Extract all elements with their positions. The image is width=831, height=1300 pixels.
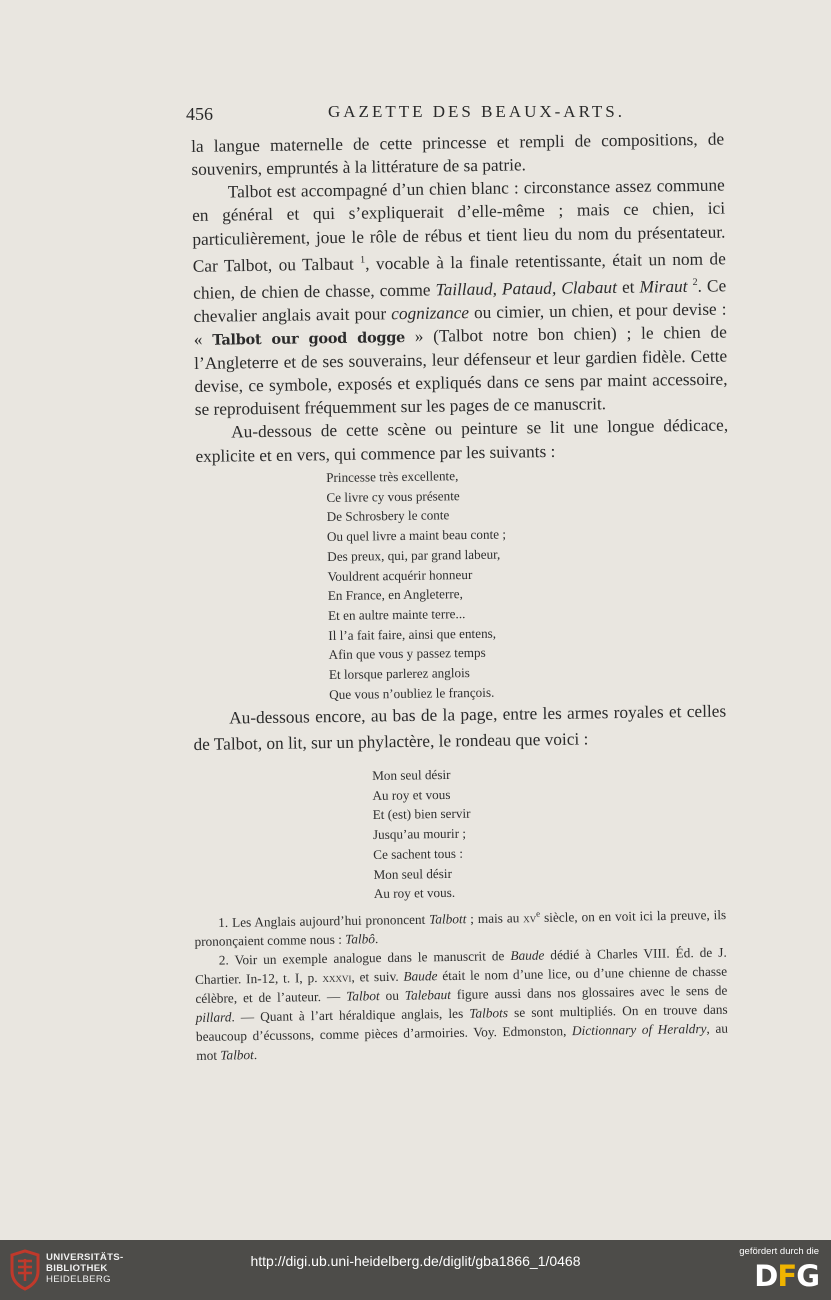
italic-run: Talbot bbox=[220, 1047, 254, 1064]
verse-line: Des preux, qui, par grand labeur, bbox=[327, 546, 501, 564]
dfg-letter: G bbox=[796, 1259, 819, 1293]
verse-line: Ce livre cy vous présente bbox=[326, 487, 460, 505]
text-run: dédié à Charles VIII. Éd. de J. Chartier. In-12, t. I, p. bbox=[194, 945, 727, 988]
library-name-line: BIBLIOTHEK bbox=[46, 1263, 108, 1274]
verse-line: En France, en Angleterre, bbox=[327, 586, 463, 604]
verse-line: Mon seul désir bbox=[372, 766, 451, 783]
verse-line: Au roy et vous. bbox=[373, 885, 456, 902]
italic-run: Talbott bbox=[429, 911, 467, 927]
text-run: , vocable à la finale retentissante, était un nom de chien, de chien de chasse, comme bbox=[193, 249, 726, 303]
rondeau-verse bbox=[372, 765, 472, 904]
main-text bbox=[191, 128, 729, 468]
verse-line: Et (est) bien servir bbox=[372, 806, 471, 823]
italic-run: Taillaud, Pataud, Clabaut bbox=[435, 277, 618, 300]
library-name-line: HEIDELBERG bbox=[46, 1274, 111, 1285]
text-run: , et suiv. bbox=[351, 969, 404, 985]
gothic-motto: Talbot our good dogge bbox=[212, 328, 406, 349]
text-run: ou cimier, un chien, et pour devise : « bbox=[193, 299, 727, 349]
italic-run: Dictionnary of Heraldry bbox=[571, 1021, 707, 1039]
italic-run: pillard bbox=[195, 1009, 232, 1026]
italic-run: Talbô bbox=[345, 931, 376, 948]
text-run: ou bbox=[379, 988, 405, 1004]
italic-run: Talbots bbox=[469, 1005, 509, 1022]
dfg-letter: D bbox=[754, 1259, 778, 1293]
verse-line: Ou quel livre a maint beau conte ; bbox=[326, 526, 507, 545]
text-run: , au mot bbox=[196, 1021, 729, 1064]
page-number: 456 bbox=[186, 104, 213, 124]
small-caps-run: xv bbox=[523, 910, 537, 926]
text-run: était le nom d’une lice, ou d’une chienne de chasse célèbre, et de l’auteur. — bbox=[195, 964, 728, 1007]
text-run: ; mais au bbox=[466, 910, 524, 927]
verse-line: De Schrosbery le conte bbox=[326, 507, 450, 525]
paragraph-3: Au-dessous de cette scène ou peinture se lit une longue dédicace, explicite et en vers, qui commence par les suivants : bbox=[195, 415, 729, 466]
funded-by-label: gefördert durch die bbox=[739, 1246, 819, 1257]
italic-run: cognizance bbox=[391, 302, 470, 323]
text-run: . bbox=[253, 1047, 258, 1063]
verse-line: Afin que vous y passez temps bbox=[328, 645, 486, 663]
italic-run: Talebaut bbox=[404, 987, 452, 1004]
permalink-url[interactable]: http://digi.ub.uni-heidelberg.de/diglit/gba1866_1/0468 bbox=[250, 1253, 581, 1269]
text-run: et bbox=[616, 277, 640, 297]
paragraph-1: la langue maternelle de cette princesse et rempli de compositions, de souvenirs, empruntés à la littérature de sa patrie. bbox=[191, 129, 725, 180]
paragraph-4: Au-dessous encore, au bas de la page, entre les armes royales et celles de Talbot, on lit, sur un phylactère, le rondeau que voici : bbox=[193, 701, 727, 754]
verse-line: Mon seul désir bbox=[373, 865, 452, 882]
verse-line: Il l’a fait faire, ainsi que entens, bbox=[328, 625, 497, 643]
verse-line: Princesse très excellente, bbox=[326, 468, 459, 485]
text-run: siècle, on en voit ici la preuve, ils prononçaient comme nous : bbox=[194, 907, 727, 950]
text-run: . Ce chevalier anglais avait pour bbox=[193, 276, 727, 326]
paragraph-2 bbox=[192, 174, 728, 422]
verse-line: Que vous n’oubliez le françois. bbox=[329, 684, 495, 702]
footer-bar bbox=[0, 1240, 831, 1300]
dfg-logo bbox=[754, 1260, 819, 1292]
verse-line: Ce sachent tous : bbox=[373, 845, 464, 862]
verse-line: Et en aultre mainte terre... bbox=[327, 605, 466, 623]
text-run: . — Quant à l’art héraldique anglais, les bbox=[231, 1006, 470, 1025]
small-caps-run: xxxvi bbox=[322, 969, 352, 986]
footnote-2 bbox=[195, 943, 729, 1065]
text-run: Talbot est accompagné d’un chien blanc : circonstance assez commune en général et qui s’expliquerait d’elle-même ; mais ce chien, ici particulièrement, joue le rôle de rébus et tient lieu du nom du présentateur. Car Talbot, ou Talbaut bbox=[191, 175, 726, 276]
verse-line: Au roy et vous bbox=[372, 786, 451, 803]
verse-line: Et lorsque parlerez anglois bbox=[328, 665, 470, 683]
text-run: se sont multipliés. On en trouve dans beaucoup d’écussons, comme pièces d’armoiries. Voy. Edmonston, bbox=[195, 1002, 728, 1045]
italic-run: Baude bbox=[510, 947, 545, 964]
journal-title: GAZETTE DES BEAUX-ARTS. bbox=[328, 102, 625, 121]
text-run: 2. Voir un exemple analogue dans le manuscrit de bbox=[218, 948, 511, 969]
verse-line: Vouldrent acquérir honneur bbox=[327, 566, 473, 584]
footnote-ref-1: 1 bbox=[360, 254, 366, 266]
text-run: figure aussi dans nos glossaires avec le sens de bbox=[450, 983, 728, 1003]
running-head bbox=[0, 100, 831, 130]
superscript: e bbox=[536, 908, 541, 919]
text-run: . bbox=[374, 931, 379, 947]
verse-line: Jusqu’au mourir ; bbox=[372, 825, 467, 843]
text-run: 1. Les Anglais aujourd’hui prononcent bbox=[218, 911, 430, 931]
text-run: » (Talbot notre bon chien) ; le chien de l’Angleterre et de ses souverains, leur défenseur et leur gardien fidèle. Cette devise, ce symbole, exposés et expliqués dans ce sens par maint accessoire, se reproduisent fréquemment sur les pages de ce manuscrit. bbox=[194, 322, 728, 420]
footnotes bbox=[194, 902, 728, 1066]
library-name-line: UNIVERSITÄTS- bbox=[46, 1252, 124, 1263]
main-text-continued bbox=[193, 699, 727, 758]
italic-run: Miraut bbox=[639, 276, 688, 297]
italic-run: Baude bbox=[403, 968, 438, 985]
dfg-letter: F bbox=[777, 1259, 797, 1293]
italic-run: Talbot bbox=[346, 988, 380, 1005]
footnote-ref-2: 2 bbox=[692, 276, 698, 288]
dedication-verse bbox=[326, 465, 508, 704]
